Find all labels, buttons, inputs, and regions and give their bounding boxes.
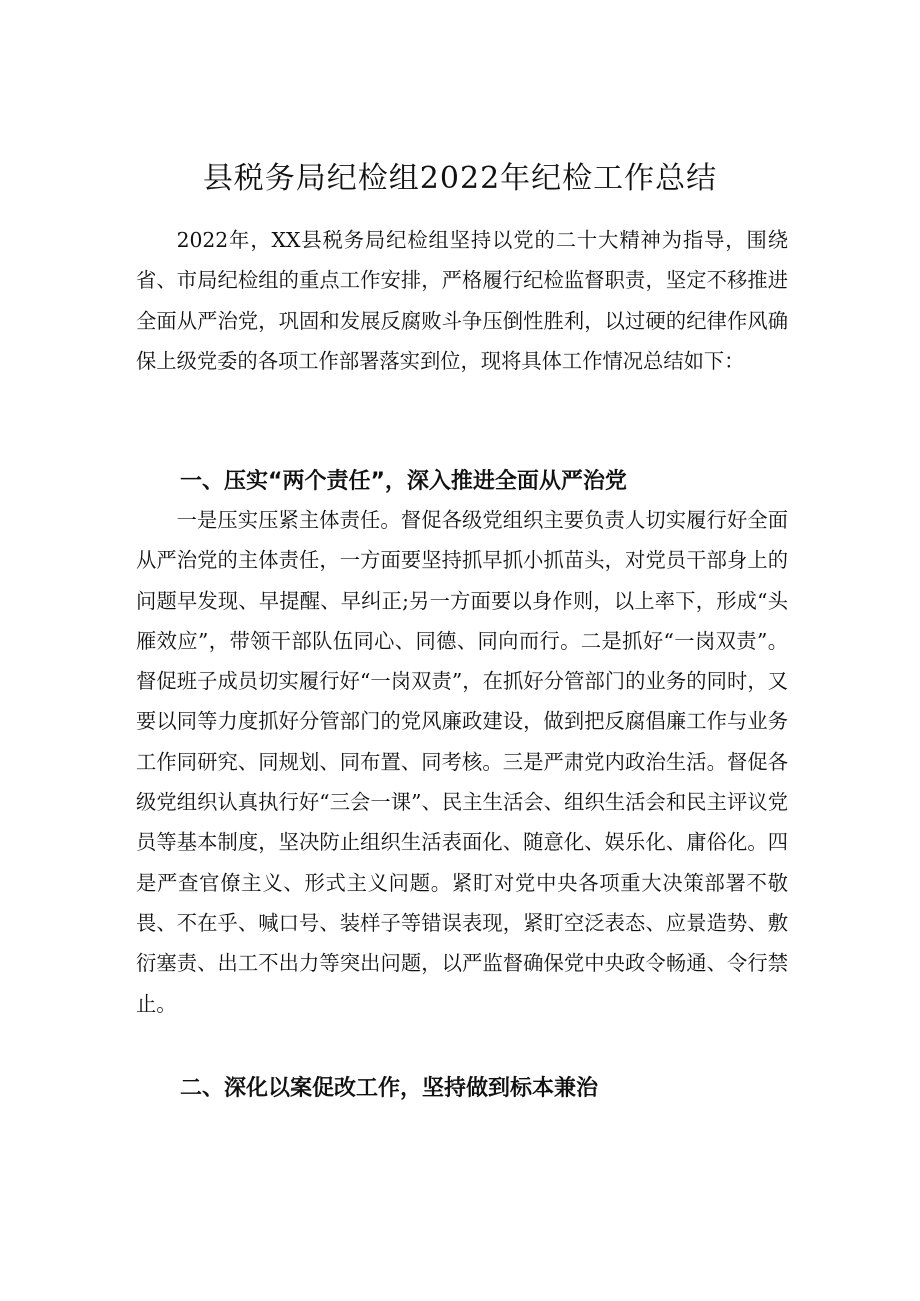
section-1-paragraph: 一是压实压紧主体责任。督促各级党组织主要负责人切实履行好全面从严治党的主体责任，一方面要坚持抓早抓小抓苗头，对党员干部身上的问题早发现、早提醒、早纠正;另一方面要以身作则，以上率下，形成“头雁效应”，带领干部队伍同心、同德、同向而行。二是抓好“一岗双责”。督促班子成员切实履行好“一岗双责”，在抓好分管部门的业务的同时，又要以同等力度抓好分管部门的党风廉政建设，做到把反腐倡廉工作与业务工作同研究、同规划、同布置、同考核。三是严肃党内政治生活。督促各级党组织认真执行好“三会一课”、民主生活会、组织生活会和民主评议党员等基本制度，坚决防止组织生活表面化、随意化、娱乐化、庸俗化。四是严查官僚主义、形式主义问题。紧盯对党中央各项重大决策部署不敬畏、不在乎、喊口号、装样子等错误表现，紧盯空泛表态、应景造势、敷衍塞责、出工不出力等突出问题，以严监督确保党中央政令畅通、令行禁止。 (136, 508, 788, 1016)
section-heading-1: 一、压实“两个责任”，深入推进全面从严治党 (180, 469, 627, 494)
intro-paragraph: 2022年，XX县税务局纪检组坚持以党的二十大精神为指导，围绕省、市局纪检组的重点工作安排，严格履行纪检监督职责，坚定不移推进全面从严治党，巩固和发展反腐败斗争压倒性胜利，以过硬的纪律作风确保上级党委的各项工作部署落实到位，现将具体工作情况总结如下： (136, 228, 788, 373)
document-title: 县税务局纪检组2022年纪检工作总结 (202, 161, 718, 196)
section-heading-2: 二、深化以案促改工作，坚持做到标本兼治 (180, 1076, 599, 1101)
